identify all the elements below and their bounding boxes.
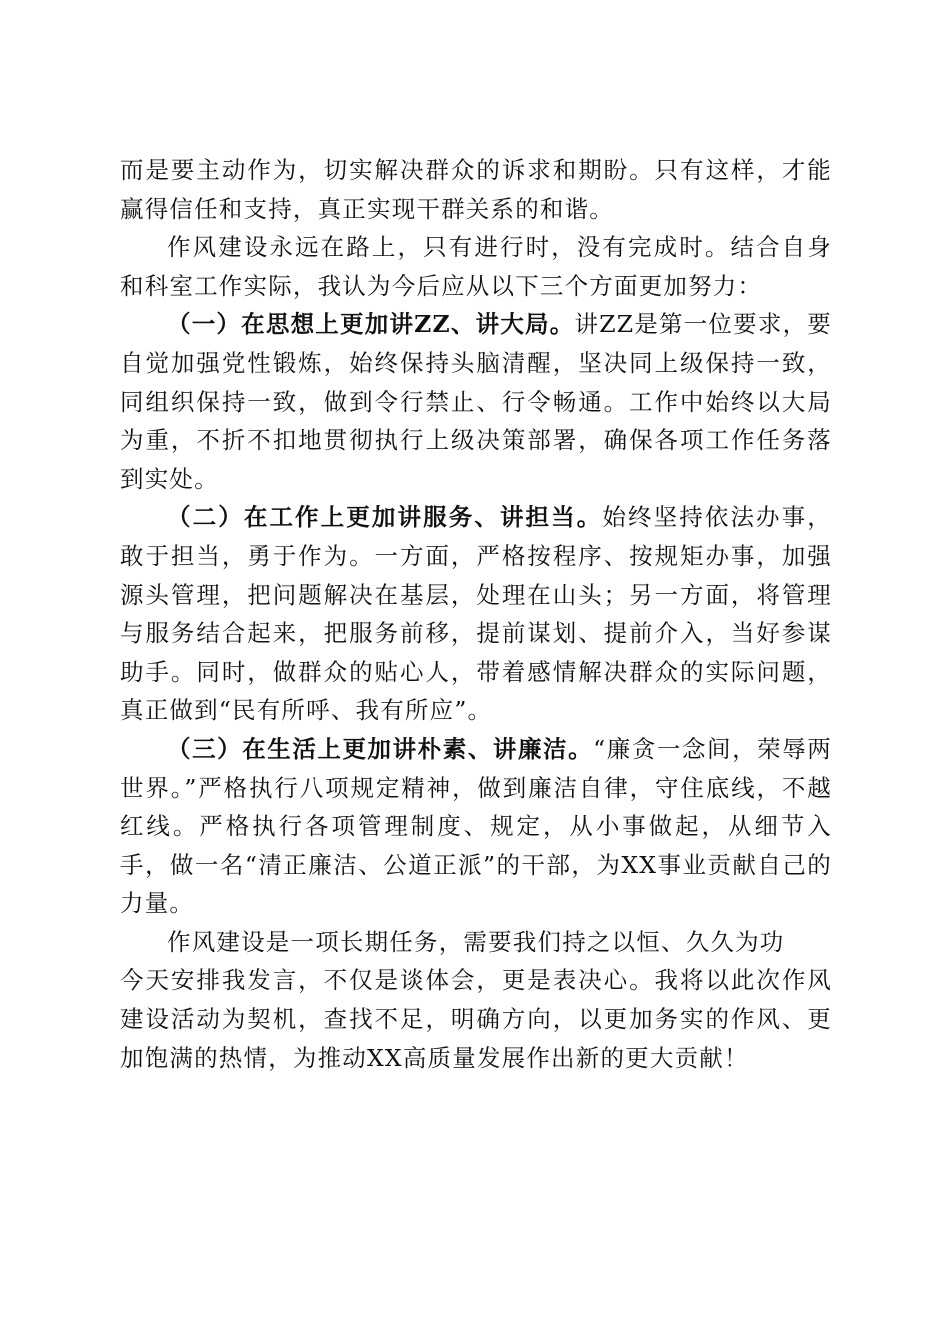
paragraph-text: 讲ZZ是第一位要求，要自觉加强党性锻炼，始终保持头脑清醒，坚决同上级保持一致，同组织保持一致，做到令行禁止、行令畅通。工作中始终以大局为重，不折不扣地贯彻执行上级决策部署，确保各项工作任务落到实处。 [120, 310, 832, 493]
paragraph-text: 而是要主动作为，切实解决群众的诉求和期盼。只有这样，才能赢得信任和支持，真正实现干群关系的和谐。 [120, 156, 832, 223]
paragraph-text: 作风建设永远在路上，只有进行时，没有完成时。结合自身和科室工作实际，我认为今后应从以下三个方面更加努力： [120, 233, 832, 300]
paragraph-point-two [120, 498, 832, 730]
paragraph-closing-remark [120, 151, 832, 228]
paragraph-text: “廉贪一念间，荣辱两世界。”严格执行八项规定精神，做到廉洁自律，守住底线，不越红线。严格执行各项管理制度、规定，从小事做起，从细节入手，做一名“清正廉洁、公道正派”的干部，为XX事业贡献自己的力量。 [120, 734, 833, 918]
document-body [120, 151, 832, 1077]
paragraph-point-three [120, 730, 832, 923]
paragraph-resolution [120, 961, 832, 1077]
paragraph-point-one [120, 305, 832, 498]
paragraph-long-term-task [120, 923, 832, 962]
paragraph-text: 作风建设是一项长期任务，需要我们持之以恒、久久为功 [167, 927, 785, 956]
paragraph-intro-three-aspects [120, 228, 832, 305]
point-heading: （三）在生活上更加讲朴素、讲廉洁。 [167, 734, 594, 763]
paragraph-text: 始终坚持依法办事，敢于担当，勇于作为。一方面，严格按程序、按规矩办事，加强源头管理，把问题解决在基层，处理在山头；另一方面，将管理与服务结合起来，把服务前移，提前谋划、提前介入，当好参谋助手。同时，做群众的贴心人，带着感情解决群众的实际问题，真正做到“民有所呼、我有所应”。 [120, 503, 832, 725]
point-heading: （二）在工作上更加讲服务、讲担当。 [167, 503, 603, 532]
paragraph-text: 今天安排我发言，不仅是谈体会，更是表决心。我将以此次作风建设活动为契机，查找不足，明确方向，以更加务实的作风、更加饱满的热情，为推动XX高质量发展作出新的更大贡献！ [120, 966, 832, 1072]
point-heading: （一）在思想上更加讲ZZ、讲大局。 [167, 310, 575, 339]
